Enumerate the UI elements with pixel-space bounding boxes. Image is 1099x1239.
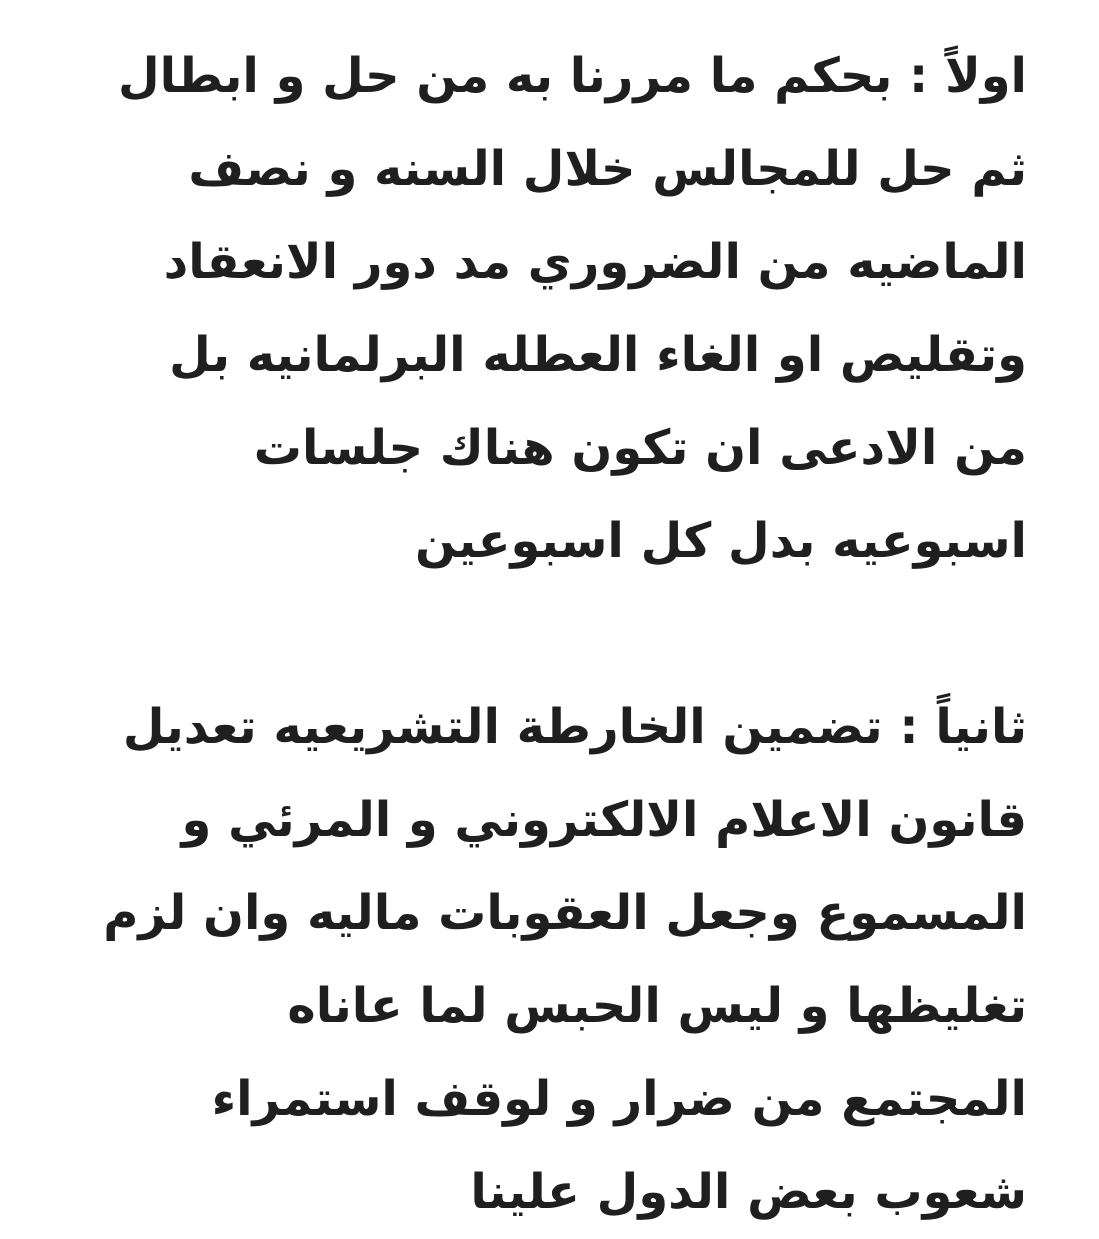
text-line: اسبوعيه بدل كل اسبوعين: [414, 513, 1027, 569]
text-line: المجتمع من ضرار و لوقف استمراء: [211, 1071, 1027, 1127]
text-line: ثم حل للمجالس خلال السنه و نصف: [188, 141, 1027, 197]
paragraph-first-point: [72, 30, 1027, 588]
text-line: قانون الاعلام الالكتروني و المرئي و: [181, 792, 1027, 848]
text-line: شعوب بعض الدول علينا: [470, 1164, 1027, 1220]
text-line: الماضيه من الضروري مد دور الانعقاد: [163, 234, 1027, 290]
text-line: المسموع وجعل العقوبات ماليه وان لزم: [103, 885, 1027, 941]
paragraph-second-point: [72, 681, 1027, 1239]
text-line: اولاً : بحكم ما مررنا به من حل و ابطال: [117, 48, 1027, 104]
paragraph-spacer: [72, 588, 1027, 681]
text-line: وتقليص او الغاء العطله البرلمانيه بل: [169, 327, 1027, 383]
text-line: ثانياً : تضمين الخارطة التشريعيه تعديل: [122, 699, 1027, 755]
text-line: تغليظها و ليس الحبس لما عاناه: [287, 978, 1027, 1034]
text-line: من الادعى ان تكون هناك جلسات: [253, 420, 1027, 476]
